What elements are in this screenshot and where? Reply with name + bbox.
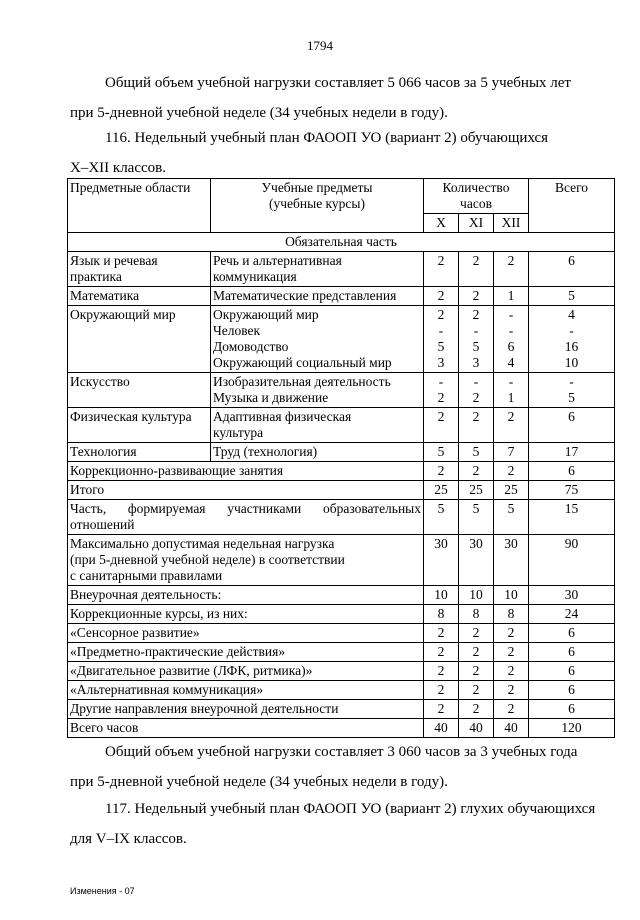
hours-xi-cell: 40 (459, 719, 494, 738)
header-subjects (211, 179, 424, 233)
hours-xi-cell (459, 306, 494, 373)
table-row (68, 306, 615, 373)
hours-x-cell-line: 5 (437, 339, 445, 354)
table-row (68, 662, 615, 681)
row-label-cell-line: «Сенсорное развитие» (70, 625, 200, 640)
row-label-cell-line: «Альтернативная коммуникация» (70, 682, 264, 697)
hours-x-cell (424, 287, 459, 306)
table-row (68, 481, 615, 500)
subject-cell-line: коммуникация (213, 269, 297, 284)
table-row (68, 287, 615, 306)
subject-area-cell-line: Язык и речевая (70, 253, 158, 268)
total-cell (529, 306, 615, 373)
row-label-cell (68, 681, 424, 700)
total-cell-line: 4 (568, 307, 575, 322)
total-cell (529, 287, 615, 306)
header-hours-count (424, 179, 529, 214)
mandatory-part-row (68, 233, 615, 252)
mandatory-part-label: Обязательная часть (68, 233, 615, 252)
total-cell: 6 (529, 462, 615, 481)
table-row (68, 681, 615, 700)
table-row (68, 719, 615, 738)
hours-x-cell-line: 2 (437, 288, 445, 303)
total-cell: 6 (529, 681, 615, 700)
hours-xi-cell (459, 373, 494, 408)
hours-x-cell-line: 2 (437, 409, 445, 424)
hours-xii-cell (494, 408, 529, 443)
total-cell-line: 6 (568, 253, 575, 268)
total-cell: 15 (529, 500, 615, 535)
total-cell: 6 (529, 700, 615, 719)
hours-xii-cell-line: 1 (507, 288, 515, 303)
row-label-cell (68, 586, 424, 605)
hours-xii-cell: 2 (494, 462, 529, 481)
hours-xi-cell: 8 (459, 605, 494, 624)
hours-xi-cell-line: 2 (472, 390, 480, 405)
hours-xi-cell (459, 443, 494, 462)
table-row (68, 535, 615, 586)
row-label-cell (68, 462, 424, 481)
hours-x-cell (424, 306, 459, 373)
subject-area-cell-line: Технология (70, 444, 137, 459)
hours-xi-cell: 5 (459, 500, 494, 535)
subject-area-cell (68, 306, 211, 373)
table-row (68, 373, 615, 408)
hours-x-cell (424, 373, 459, 408)
subject-cell-line: Окружающий социальный мир (213, 355, 392, 370)
table-row (68, 252, 615, 287)
paragraph-line: при 5-дневной учебной неделе (34 учебных недели в году). (70, 774, 448, 790)
row-label-cell (68, 535, 424, 586)
header-hours-line: Количество (442, 180, 510, 195)
header-subjects-line: (учебные курсы) (269, 196, 365, 211)
weekly-curriculum-table (67, 178, 615, 738)
hours-xi-cell-line: 3 (472, 355, 480, 370)
total-cell-line: 6 (568, 409, 575, 424)
subject-cell-line: Домоводство (213, 339, 289, 354)
hours-x-cell-line: 2 (437, 253, 445, 268)
hours-x-cell: 2 (424, 681, 459, 700)
page-number: 1794 (307, 38, 333, 53)
subject-cell-line: Музыка и движение (213, 390, 329, 405)
row-label-cell (68, 605, 424, 624)
hours-xi-cell: 2 (459, 624, 494, 643)
subject-cell-line: Труд (технология) (213, 444, 318, 459)
hours-x-cell: 2 (424, 624, 459, 643)
subject-cell (211, 373, 424, 408)
paragraph-line: для V–IX классов. (70, 831, 187, 847)
hours-xii-cell: 8 (494, 605, 529, 624)
footer-revision-note: Изменения - 07 (70, 886, 135, 896)
total-cell (529, 373, 615, 408)
hours-x-cell: 2 (424, 643, 459, 662)
hours-xii-cell-line: 7 (507, 444, 515, 459)
hours-xii-cell: 2 (494, 681, 529, 700)
total-cell (529, 443, 615, 462)
hours-xii-cell: 10 (494, 586, 529, 605)
hours-xi-cell-line: - (473, 323, 479, 338)
subject-cell (211, 408, 424, 443)
hours-x-cell-line: - (438, 374, 444, 389)
hours-xi-cell: 2 (459, 681, 494, 700)
total-cell-line: - (569, 374, 574, 389)
total-cell: 6 (529, 643, 615, 662)
hours-x-cell: 5 (424, 500, 459, 535)
hours-x-cell: 10 (424, 586, 459, 605)
header-subject-areas: Предметные области (68, 179, 211, 233)
row-label-cell (68, 662, 424, 681)
hours-xi-cell: 10 (459, 586, 494, 605)
row-label-cell-line: Всего часов (70, 720, 139, 735)
subject-area-cell (68, 373, 211, 408)
subject-area-cell (68, 287, 211, 306)
hours-xii-cell-line: - (508, 323, 514, 338)
paragraph-total-load-3-years (70, 744, 615, 791)
hours-x-cell: 25 (424, 481, 459, 500)
hours-x-cell (424, 443, 459, 462)
hours-xii-cell (494, 252, 529, 287)
subject-area-cell (68, 408, 211, 443)
total-cell: 90 (529, 535, 615, 586)
hours-xii-cell-line: 1 (507, 390, 515, 405)
table-row (68, 500, 615, 535)
hours-xii-cell: 30 (494, 535, 529, 586)
hours-x-cell-line: 5 (437, 444, 445, 459)
hours-xi-cell-line: 5 (472, 444, 480, 459)
row-label-cell-line: Коррекционные курсы, из них: (70, 606, 248, 621)
hours-x-cell-line: 3 (437, 355, 445, 370)
hours-xi-cell (459, 408, 494, 443)
hours-xi-cell: 2 (459, 462, 494, 481)
hours-xi-cell: 30 (459, 535, 494, 586)
row-label-cell-line: Итого (70, 482, 105, 497)
hours-xii-cell-line: 2 (507, 253, 515, 268)
hours-x-cell-line: 2 (437, 307, 445, 322)
hours-xii-cell: 2 (494, 643, 529, 662)
table-row (68, 605, 615, 624)
row-label-cell (68, 500, 424, 535)
hours-x-cell (424, 252, 459, 287)
hours-xii-cell-line: 2 (507, 409, 515, 424)
subject-cell (211, 443, 424, 462)
row-label-cell-line: Максимально допустимая недельная нагрузка (70, 536, 335, 551)
table-row (68, 462, 615, 481)
subject-cell (211, 306, 424, 373)
total-cell-line: 5 (568, 390, 575, 405)
hours-xii-cell (494, 287, 529, 306)
paragraph-line: X–XII классов. (70, 160, 166, 176)
header-grade-x: X (424, 214, 459, 233)
subject-cell (211, 287, 424, 306)
subject-area-cell (68, 252, 211, 287)
hours-xii-cell-line: - (508, 307, 514, 322)
subject-cell-line: Человек (213, 323, 261, 338)
hours-xii-cell (494, 373, 529, 408)
total-cell (529, 252, 615, 287)
header-grade-xii: XII (494, 214, 529, 233)
row-label-cell-line: с санитарными правилами (70, 568, 223, 583)
hours-xi-cell: 2 (459, 662, 494, 681)
hours-xi-cell (459, 287, 494, 306)
subject-cell-line: Изобразительная деятельность (213, 374, 391, 389)
hours-xii-cell: 40 (494, 719, 529, 738)
subject-cell (211, 252, 424, 287)
total-cell-line: 16 (564, 339, 579, 354)
row-label-cell-line: «Двигательное развитие (ЛФК, ритмика)» (70, 663, 313, 678)
hours-xi-cell-line: 2 (472, 253, 480, 268)
hours-xi-cell: 2 (459, 643, 494, 662)
subject-area-cell (68, 443, 211, 462)
hours-xi-cell-line: 2 (472, 409, 480, 424)
paragraph-line: 117. Недельный учебный план ФАООП УО (вариант 2) глухих обучающихся (105, 801, 596, 817)
hours-x-cell: 8 (424, 605, 459, 624)
header-grade-xi: XI (459, 214, 494, 233)
total-cell-line: 17 (564, 444, 579, 459)
row-label-cell (68, 719, 424, 738)
hours-xii-cell: 2 (494, 662, 529, 681)
hours-xi-cell-line: - (473, 374, 479, 389)
hours-xii-cell (494, 443, 529, 462)
table-row (68, 408, 615, 443)
header-hours-line: часов (460, 196, 492, 211)
hours-xi-cell: 25 (459, 481, 494, 500)
subject-area-cell-line: Физическая культура (70, 409, 192, 424)
subject-area-cell-line: практика (70, 269, 122, 284)
row-label-cell-line: «Предметно-практические действия» (70, 644, 286, 659)
hours-xii-cell: 25 (494, 481, 529, 500)
subject-area-cell-line: Математика (70, 288, 140, 303)
paragraph-line: Общий объем учебной нагрузки составляет 5 066 часов за 5 учебных лет (105, 75, 571, 91)
hours-xii-cell-line: 6 (507, 339, 515, 354)
hours-x-cell-line: - (438, 323, 444, 338)
hours-x-cell: 2 (424, 700, 459, 719)
hours-xii-cell-line: - (508, 374, 514, 389)
row-label-cell-line: Внеурочная деятельность: (70, 587, 222, 602)
subject-cell-line: Речь и альтернативная (213, 253, 342, 268)
paragraph-line: при 5-дневной учебной неделе (34 учебных недели в году). (70, 105, 448, 121)
hours-x-cell-line: 2 (437, 390, 445, 405)
hours-x-cell: 2 (424, 462, 459, 481)
subject-area-cell-line: Окружающий мир (70, 307, 176, 322)
paragraph-line: 116. Недельный учебный план ФАООП УО (вариант 2) обучающихся (105, 130, 549, 146)
hours-x-cell: 40 (424, 719, 459, 738)
total-cell: 6 (529, 662, 615, 681)
header-subjects-line: Учебные предметы (261, 180, 373, 195)
subject-cell-line: Окружающий мир (213, 307, 319, 322)
row-label-cell-line: отношений (70, 517, 135, 532)
total-cell-line: - (569, 323, 574, 338)
hours-xi-cell (459, 252, 494, 287)
row-label-cell-line: Коррекционно-развивающие занятия (70, 463, 284, 478)
total-cell: 120 (529, 719, 615, 738)
hours-xi-cell-line: 2 (472, 307, 480, 322)
row-label-cell-line: Часть, формируемая участниками образовательных (70, 501, 421, 516)
row-label-cell (68, 700, 424, 719)
total-cell-line: 10 (564, 355, 579, 370)
paragraph-plan-117-heading (70, 801, 615, 848)
hours-xii-cell-line: 4 (507, 355, 515, 370)
total-cell: 75 (529, 481, 615, 500)
total-cell: 30 (529, 586, 615, 605)
total-cell-line: 5 (568, 288, 575, 303)
total-cell (529, 408, 615, 443)
hours-xi-cell: 2 (459, 700, 494, 719)
row-label-cell (68, 643, 424, 662)
table-header-row (68, 179, 615, 214)
hours-xii-cell (494, 306, 529, 373)
total-cell: 6 (529, 624, 615, 643)
hours-xii-cell: 5 (494, 500, 529, 535)
row-label-cell-line: (при 5-дневной учебной неделе) в соответствии (70, 552, 345, 567)
hours-xi-cell-line: 5 (472, 339, 480, 354)
table-row (68, 624, 615, 643)
paragraph-line: Общий объем учебной нагрузки составляет 3 060 часов за 3 учебных года (105, 744, 578, 760)
subject-cell-line: культура (213, 425, 264, 440)
hours-x-cell (424, 408, 459, 443)
table-row (68, 700, 615, 719)
table-row (68, 586, 615, 605)
hours-xii-cell: 2 (494, 624, 529, 643)
subject-area-cell-line: Искусство (70, 374, 130, 389)
paragraph-total-load-5-years (70, 75, 615, 122)
header-total: Всего (529, 179, 615, 233)
row-label-cell (68, 624, 424, 643)
subject-cell-line: Математические представления (213, 288, 397, 303)
table-row (68, 643, 615, 662)
hours-xi-cell-line: 2 (472, 288, 480, 303)
row-label-cell-line: Другие направления внеурочной деятельности (70, 701, 339, 716)
hours-xii-cell: 2 (494, 700, 529, 719)
table-row (68, 443, 615, 462)
total-cell: 24 (529, 605, 615, 624)
subject-cell-line: Адаптивная физическая (213, 409, 352, 424)
paragraph-plan-116-heading (70, 130, 615, 177)
hours-x-cell: 30 (424, 535, 459, 586)
row-label-cell (68, 481, 424, 500)
hours-x-cell: 2 (424, 662, 459, 681)
